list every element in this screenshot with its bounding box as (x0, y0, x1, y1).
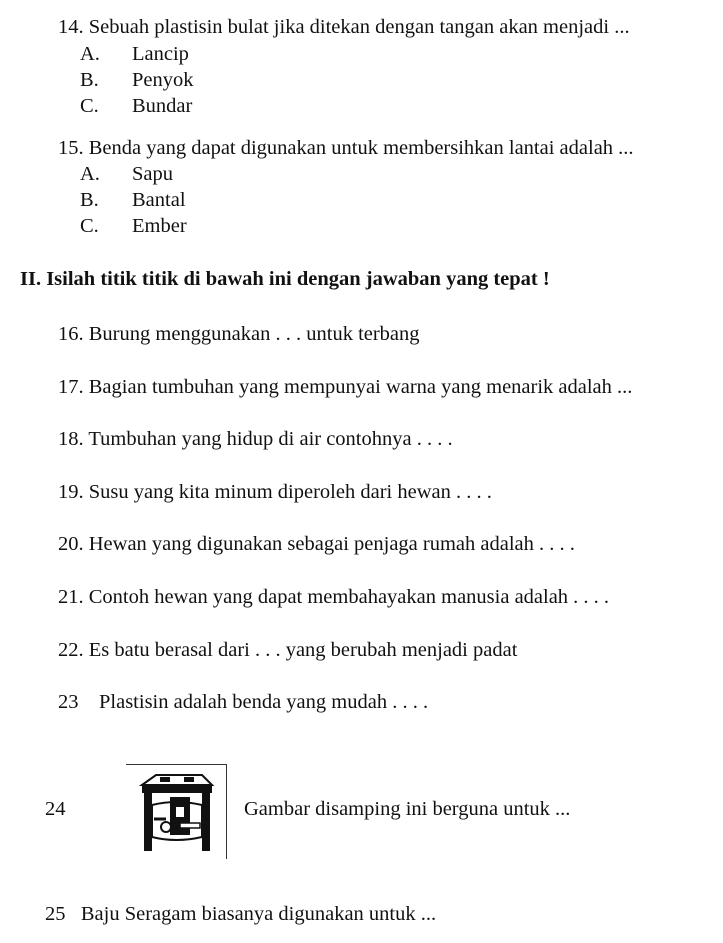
question-number: 25 (45, 903, 66, 925)
question-16: 16. Burung menggunakan . . . untuk terbang (58, 323, 420, 345)
option-14-b (80, 68, 194, 92)
question-24-image (126, 764, 227, 859)
question-24-text: Gambar disamping ini berguna untuk ... (244, 798, 571, 820)
option-text: Ember (132, 215, 187, 237)
question-number: 14. (58, 16, 84, 38)
question-number: 15. (58, 137, 84, 159)
option-15-a (80, 162, 173, 186)
option-text: Lancip (132, 43, 189, 65)
option-letter: B. (80, 189, 99, 211)
question-text: Sebuah plastisin bulat jika ditekan dengan tangan akan menjadi ... (88, 16, 630, 38)
question-18: 18. Tumbuhan yang hidup di air contohnya . . . . (58, 428, 453, 450)
option-letter: A. (80, 163, 100, 185)
question-text: Benda yang dapat digunakan untuk membersihkan lantai adalah ... (88, 137, 634, 159)
option-15-b (80, 188, 186, 212)
question-text: Baju Seragam biasanya digunakan untuk ... (80, 903, 437, 925)
section-title: II. Isilah titik titik di bawah ini dengan jawaban yang tepat ! (20, 268, 550, 290)
question-19: 19. Susu yang kita minum diperoleh dari hewan . . . . (58, 481, 492, 503)
option-letter: B. (80, 69, 99, 91)
question-20: 20. Hewan yang digunakan sebagai penjaga rumah adalah . . . . (58, 533, 575, 555)
option-letter: C. (80, 215, 99, 237)
option-14-a (80, 42, 189, 66)
question-17: 17. Bagian tumbuhan yang mempunyai warna yang menarik adalah ... (58, 376, 633, 398)
stove-icon (136, 771, 216, 855)
question-21: 21. Contoh hewan yang dapat membahayakan manusia adalah . . . . (58, 586, 610, 608)
option-14-c (80, 94, 192, 118)
option-letter: C. (80, 95, 99, 117)
question-23: 23 Plastisin adalah benda yang mudah . . . . (58, 691, 429, 713)
question-24-number: 24 (45, 798, 66, 820)
option-text: Bantal (132, 189, 186, 211)
question-25 (45, 902, 436, 926)
option-15-c (80, 214, 187, 238)
question-14 (58, 15, 630, 39)
question-22: 22. Es batu berasal dari . . . yang berubah menjadi padat (58, 639, 518, 661)
option-letter: A. (80, 43, 100, 65)
option-text: Penyok (132, 69, 194, 91)
option-text: Sapu (132, 163, 173, 185)
question-15 (58, 136, 634, 160)
option-text: Bundar (132, 95, 193, 117)
